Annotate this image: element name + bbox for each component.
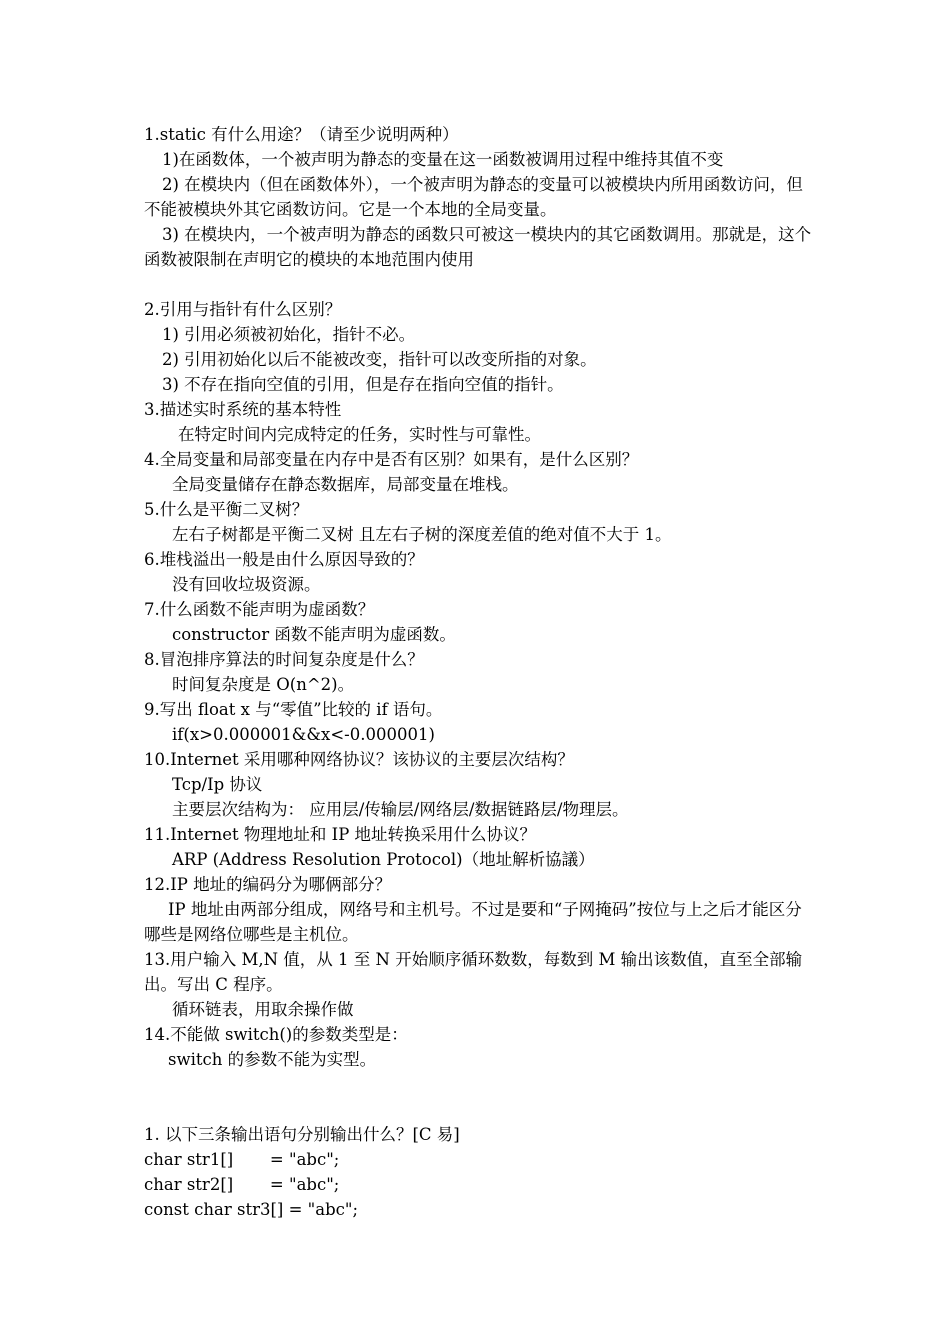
spacer [144,272,812,297]
q7-answer: constructor 函数不能声明为虚函数。 [172,625,456,644]
q10-answer-2: 主要层次结构为： 应用层/传输层/网络层/数据链路层/物理层。 [172,800,629,819]
q4-title: 4.全局变量和局部变量在内存中是否有区别？如果有，是什么区别？ [144,450,639,469]
q6-answer: 没有回收垃圾资源。 [172,575,321,594]
q6-title: 6.堆栈溢出一般是由什么原因导致的？ [144,550,424,569]
q2-title: 2.引用与指针有什么区别？ [144,300,342,319]
q5-title: 5.什么是平衡二叉树？ [144,500,309,519]
q13-title: 13.用户输入 M,N 值，从 1 至 N 开始顺序循环数数，每数到 M 输出该数值，直至全部输出。写出 C 程序。 [144,950,803,994]
document-body [144,122,812,1222]
part2-title: 1. 以下三条输出语句分别输出什么？[C 易] [144,1125,460,1144]
q1-title: 1.static 有什么用途？（请至少说明两种） [144,125,459,144]
code-line-2: char str2[] = "abc"; [144,1175,340,1194]
q1-answer-3: 3) 在模块内，一个被声明为静态的函数只可被这一模块内的其它函数调用。那就是，这个函数被限制在声明它的模块的本地范围内使用 [144,225,812,269]
q7-title: 7.什么函数不能声明为虚函数？ [144,600,375,619]
code-line-1: char str1[] = "abc"; [144,1150,340,1169]
q9-answer: if(x>0.000001&&x<-0.000001) [172,725,435,744]
spacer [144,1072,812,1122]
q14-title: 14.不能做 switch()的参数类型是： [144,1025,408,1044]
q9-title: 9.写出 float x 与“零值”比较的 if 语句。 [144,700,443,719]
q10-title: 10.Internet 采用哪种网络协议？该协议的主要层次结构？ [144,750,574,769]
q1-answer-1: 1)在函数体，一个被声明为静态的变量在这一函数被调用过程中维持其值不变 [162,150,724,169]
q10-answer-1: Tcp/Ip 协议 [172,775,263,794]
q1-answer-2: 2) 在模块内（但在函数体外），一个被声明为静态的变量可以被模块内所用函数访问，但不能被模块外其它函数访问。它是一个本地的全局变量。 [144,175,803,219]
q2-answer-2: 2) 引用初始化以后不能被改变，指针可以改变所指的对象。 [162,350,597,369]
q8-title: 8.冒泡排序算法的时间复杂度是什么？ [144,650,424,669]
q12-title: 12.IP 地址的编码分为哪俩部分？ [144,875,392,894]
code-line-3: const char str3[] = "abc"; [144,1200,359,1219]
q4-answer: 全局变量储存在静态数据库，局部变量在堆栈。 [172,475,519,494]
q2-answer-1: 1) 引用必须被初始化，指针不必。 [162,325,416,344]
q2-answer-3: 3) 不存在指向空值的引用，但是存在指向空值的指针。 [162,375,564,394]
q5-answer: 左右子树都是平衡二叉树 且左右子树的深度差值的绝对值不大于 1。 [172,525,672,544]
q11-title: 11.Internet 物理地址和 IP 地址转换采用什么协议？ [144,825,537,844]
q14-answer: switch 的参数不能为实型。 [168,1050,377,1069]
q13-answer: 循环链表，用取余操作做 [172,1000,354,1019]
q8-answer: 时间复杂度是 O(n^2)。 [172,675,355,694]
q3-answer: 在特定时间内完成特定的任务，实时性与可靠性。 [178,425,541,444]
q11-answer: ARP (Address Resolution Protocol)（地址解析協議） [172,850,595,869]
q3-title: 3.描述实时系统的基本特性 [144,400,342,419]
q12-answer: IP 地址由两部分组成，网络号和主机号。不过是要和“子网掩码”按位与上之后才能区分哪些是网络位哪些是主机位。 [144,900,802,944]
